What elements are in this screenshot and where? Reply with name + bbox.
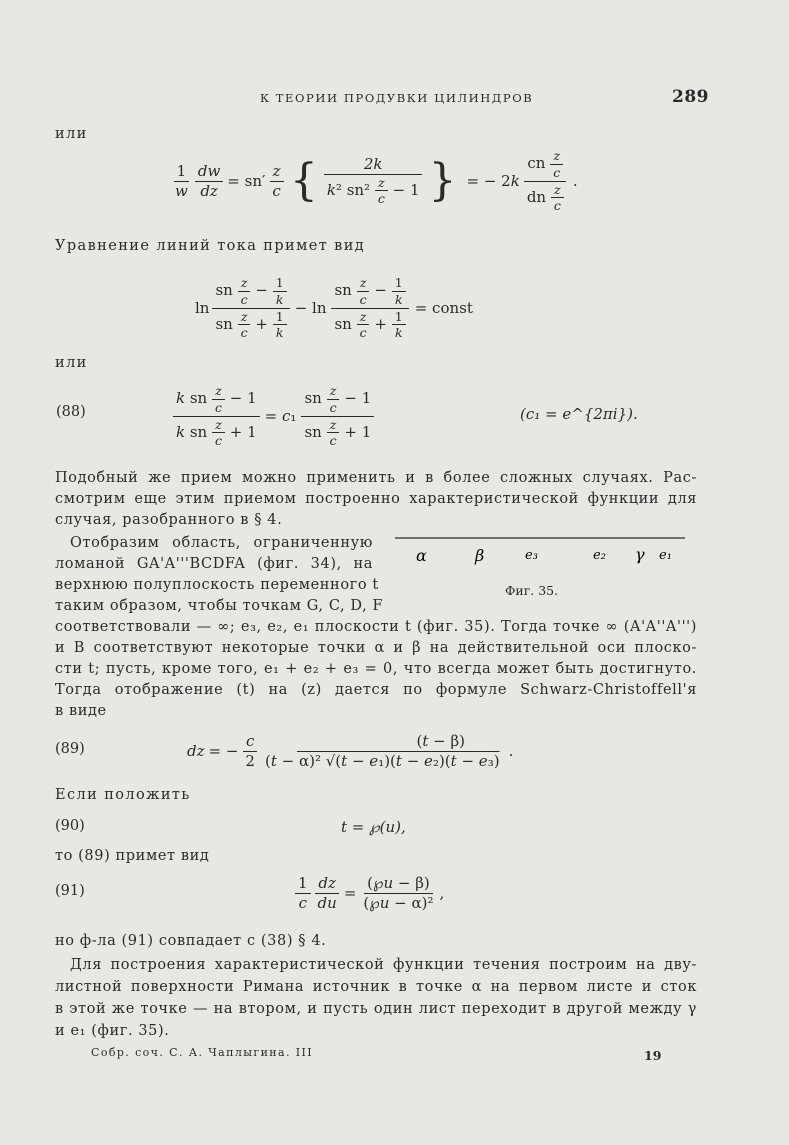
text-esli: Если положить — [55, 787, 191, 803]
paragraph-3: но ф-ла (91) совпадает с (38) § 4. — [55, 933, 327, 949]
paragraph-2-line-5: соответствовали — ∞; e₃, e₂, e₁ плоскости t (фиг. 35). Тогда точке ∞ (A'A''A''') — [55, 619, 697, 635]
equation-stream-lines: ln sn $\frac{z}{c}$ − $\frac{1}{k}$ sn $\frac{z}{c}$ + $\frac{1}{k}$ − ln sn $\frac{z}{c}$ − $\frac{1}{k}$ sn $\frac{z}{c}$ + $\frac{1}{k}$ = const — [195, 275, 473, 341]
page-number: 289 — [672, 87, 709, 107]
paragraph-4-line-1: Для построения характеристической функции течения построим на дву- — [70, 957, 697, 973]
figure-35-label-gamma: γ — [635, 545, 645, 564]
paragraph-1-line-1: Подобный же прием можно применить и в более сложных случаях. Рас- — [55, 470, 697, 486]
equation-88-c1: (c₁ = e^{2πi}). — [520, 405, 638, 423]
paragraph-2-line-9: в виде — [55, 703, 107, 719]
equation-91-label: (91) — [55, 883, 85, 899]
paragraph-2-line-3: верхнюю полуплоскость переменного t — [55, 577, 379, 593]
equation-90: t = ℘(u), — [341, 818, 406, 836]
paragraph-4-line-3: в этой же точке — на втором, и пусть один лист переходит в другой между γ — [55, 1001, 697, 1017]
paragraph-1-line-3: случая, разобранного в § 4. — [55, 512, 283, 528]
paragraph-2-line-6: и B соответствуют некоторые точки α и β на действительной оси плоско- — [55, 640, 697, 656]
paragraph-2-line-7: сти t; пусть, кроме того, e₁ + e₂ + e₃ = 0, что всегда может быть достигнуто. — [55, 661, 697, 677]
running-header: К ТЕОРИИ ПРОДУВКИ ЦИЛИНДРОВ — [260, 91, 534, 105]
figure-35-label-beta: β — [475, 546, 485, 565]
equation-90-label: (90) — [55, 818, 85, 834]
paragraph-2-line-1: Отобразим область, ограниченную — [70, 535, 373, 551]
figure-35 — [395, 533, 685, 573]
paragraph-2-line-8: Тогда отображение (t) на (z) дается по формуле Schwarz-Christoffell'я — [55, 682, 697, 698]
text-stream-intro: Уравнение линий тока примет вид — [55, 238, 366, 254]
paragraph-4-line-4: и e₁ (фиг. 35). — [55, 1023, 170, 1039]
equation-91: $\frac{1}{c}$ $\frac{dz}{du}$ = $\frac{(℘u - \beta)}{\text{(℘u − α)²}}$ , — [295, 865, 444, 921]
figure-35-label-e3: e₃ — [525, 548, 538, 563]
paragraph-1-line-2: смотрим еще этим приемом построенно характеристической функции для — [55, 491, 697, 507]
paragraph-2-line-4: таким образом, чтобы точкам G, C, D, F — [55, 598, 384, 614]
figure-35-caption: Фиг. 35. — [505, 583, 559, 598]
paragraph-4-line-2: листной поверхности Римана источник в точке α на первом листе и сток — [55, 979, 697, 995]
text-ili-2: или — [55, 355, 88, 371]
equation-88-label: (88) — [56, 404, 86, 420]
footer-source: Собр. соч. С. А. Чаплыгина. III — [91, 1046, 314, 1059]
paragraph-2-line-2: ломаной GA'A'''BCDFA (фиг. 34), на — [55, 556, 373, 572]
figure-35-label-e2: e₂ — [593, 548, 606, 563]
equation-89: dz = − $\frac{c}{2}$ $\frac{(t - \beta)}{\text{(t − α)² √(t − e₁)(t − e₂)(t − e₃)}}$ . — [187, 731, 514, 770]
text-to-89: то (89) примет вид — [55, 848, 210, 864]
equation-dw-dz: $\frac{1}{w}$ $\frac{dw}{dz}$ = sn′ $\frac{z}{c}$ { 2k k² sn² $\frac{z}{c}$ − 1 } = − 2k cn $\frac{z}{c}$ dn $\frac{z}{c}$ . — [175, 148, 578, 214]
equation-88: k sn $\frac{z}{c}$ − 1 k sn $\frac{z}{c}$ + 1 = c₁ sn $\frac{z}{c}$ − 1 sn $\frac{z}{c}$ + 1 — [173, 375, 374, 457]
figure-35-label-e1: e₁ — [659, 548, 672, 563]
text-ili-1: или — [55, 126, 88, 142]
figure-35-label-alpha: α — [416, 546, 427, 565]
footer-signature: 19 — [644, 1048, 662, 1063]
equation-89-label: (89) — [55, 741, 85, 757]
